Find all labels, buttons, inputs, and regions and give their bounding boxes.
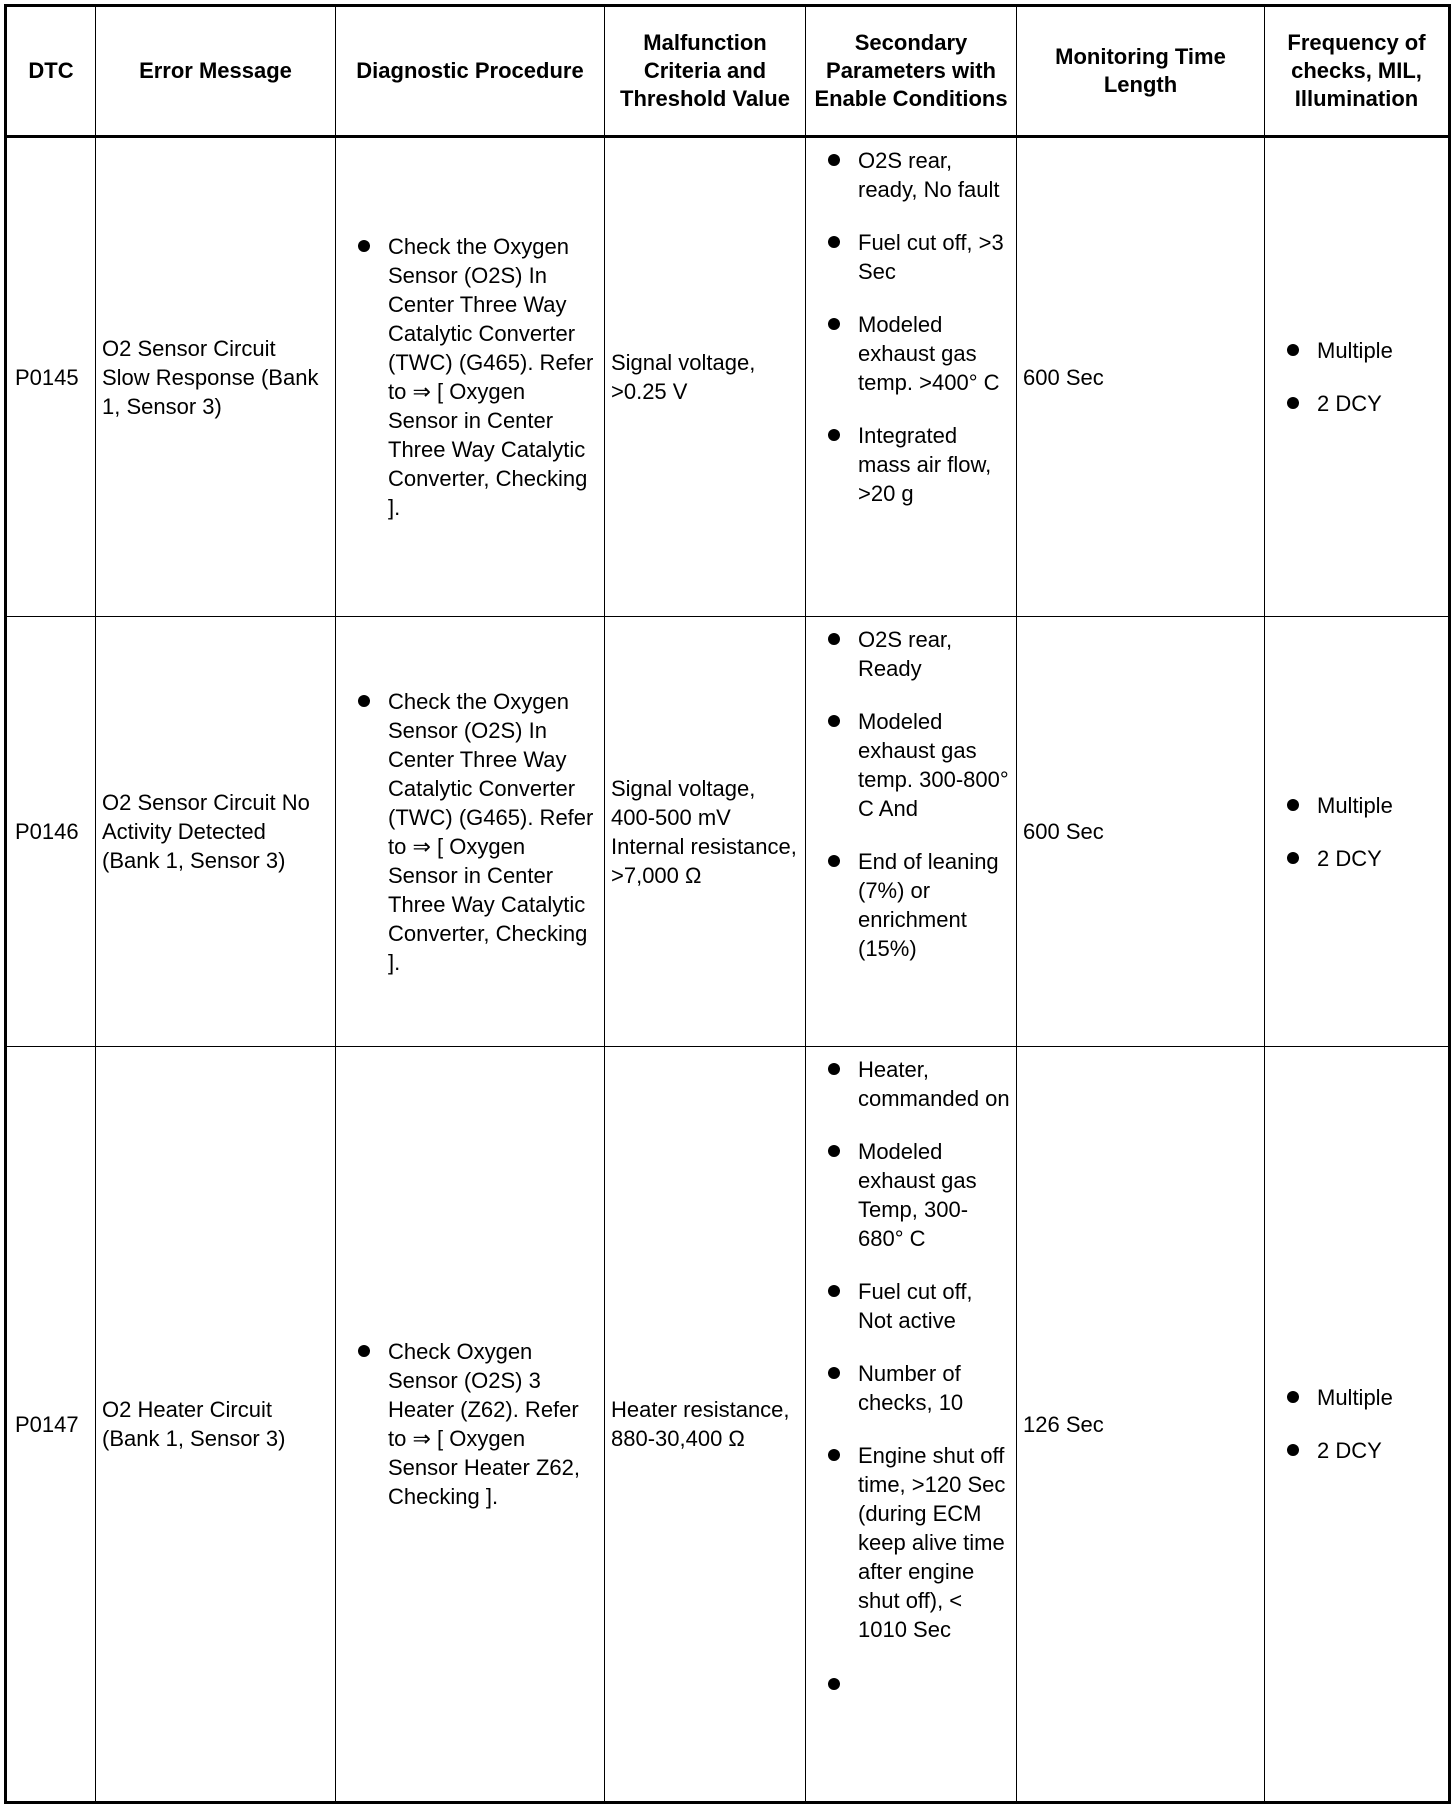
frequency-list — [1271, 336, 1442, 418]
table-body — [6, 137, 1450, 1803]
header-malfunction-criteria: Malfunction Criteria and Threshold Value — [605, 6, 806, 137]
secondary-parameters — [806, 617, 1017, 1047]
bullet-icon — [1287, 344, 1299, 356]
diagnostic-procedure-list — [342, 1337, 598, 1511]
header-row — [6, 6, 1450, 137]
list-item-text: Integrated mass air flow, >20 g — [858, 423, 992, 506]
frequency — [1265, 1047, 1450, 1803]
list-item-text: 2 DCY — [1317, 1438, 1382, 1463]
list-item — [812, 1668, 1010, 1697]
bullet-icon — [828, 715, 840, 727]
list-item-text: Number of checks, 10 — [858, 1361, 964, 1415]
list-item — [1271, 791, 1442, 820]
bullet-icon — [828, 1449, 840, 1461]
dtc-code: P0146 — [6, 617, 96, 1047]
header-frequency: Frequency of checks, MIL, Illumination — [1265, 6, 1450, 137]
header-dtc: DTC — [6, 6, 96, 137]
malfunction-criteria: Heater resistance, 880-30,400 Ω — [605, 1047, 806, 1803]
monitoring-time: 600 Sec — [1017, 137, 1265, 617]
list-item — [812, 1137, 1010, 1253]
list-item-text: Modeled exhaust gas temp. >400° C — [858, 312, 1000, 395]
list-item — [1271, 336, 1442, 365]
frequency-list — [1271, 1383, 1442, 1465]
bullet-icon — [828, 855, 840, 867]
error-message: O2 Sensor Circuit Slow Response (Bank 1, Sensor 3) — [96, 137, 336, 617]
list-item — [812, 1055, 1010, 1113]
table-header — [6, 6, 1450, 137]
bullet-icon — [1287, 1391, 1299, 1403]
bullet-icon — [828, 1063, 840, 1075]
frequency — [1265, 617, 1450, 1047]
list-item — [812, 1359, 1010, 1417]
frequency-list — [1271, 791, 1442, 873]
bullet-icon — [828, 1145, 840, 1157]
table-row — [6, 137, 1450, 617]
list-item — [812, 847, 1010, 963]
bullet-icon — [1287, 1444, 1299, 1456]
monitoring-time: 600 Sec — [1017, 617, 1265, 1047]
list-item-text: Engine shut off time, >120 Sec (during ECM keep alive time after engine shut off), < 1010 Sec — [858, 1443, 1006, 1642]
diagnostic-procedure — [336, 1047, 605, 1803]
secondary-parameters — [806, 1047, 1017, 1803]
list-item-text: O2S rear, Ready — [858, 627, 953, 681]
secondary-parameters-list — [812, 625, 1010, 963]
error-message: O2 Heater Circuit (Bank 1, Sensor 3) — [96, 1047, 336, 1803]
list-item-text: End of leaning (7%) or enrichment (15%) — [858, 849, 999, 961]
list-item — [342, 687, 598, 977]
list-item-text: 2 DCY — [1317, 845, 1382, 871]
list-item — [812, 228, 1010, 286]
secondary-parameters-list — [812, 1055, 1010, 1697]
list-item — [1271, 844, 1442, 873]
list-item — [1271, 1383, 1442, 1412]
monitoring-time: 126 Sec — [1017, 1047, 1265, 1803]
bullet-icon — [828, 429, 840, 441]
list-item-text: Check the Oxygen Sensor (O2S) In Center Three Way Catalytic Converter (TWC) (G465). Refer to ⇒ [ Oxygen Sensor in Center Three Way Catalytic Converter, Checking ]. — [388, 688, 594, 975]
bullet-icon — [358, 695, 370, 707]
list-item — [812, 1277, 1010, 1335]
list-item — [812, 625, 1010, 683]
bullet-icon — [358, 240, 370, 252]
list-item-text: Multiple — [1317, 338, 1393, 363]
header-secondary-parameters: Secondary Parameters with Enable Conditions — [806, 6, 1017, 137]
malfunction-criteria: Signal voltage, 400-500 mV Internal resistance, >7,000 Ω — [605, 617, 806, 1047]
dtc-code: P0145 — [6, 137, 96, 617]
list-item — [812, 707, 1010, 823]
secondary-parameters-list — [812, 146, 1010, 508]
list-item-text: O2S rear, ready, No fault — [858, 148, 1000, 202]
bullet-icon — [828, 1367, 840, 1379]
diagnostic-procedure — [336, 137, 605, 617]
frequency — [1265, 137, 1450, 617]
diagnostic-procedure-list — [342, 687, 598, 977]
bullet-icon — [1287, 852, 1299, 864]
list-item — [1271, 1436, 1442, 1465]
bullet-icon — [1287, 397, 1299, 409]
list-item-text: Heater, commanded on — [858, 1057, 1010, 1111]
list-item — [342, 232, 598, 522]
list-item — [1271, 389, 1442, 418]
dtc-table — [4, 4, 1451, 1804]
error-message: O2 Sensor Circuit No Activity Detected (Bank 1, Sensor 3) — [96, 617, 336, 1047]
header-error-message: Error Message — [96, 6, 336, 137]
list-item — [812, 421, 1010, 508]
bullet-icon — [828, 1678, 840, 1690]
list-item — [812, 1441, 1010, 1644]
dtc-code: P0147 — [6, 1047, 96, 1803]
list-item-text: Multiple — [1317, 1385, 1393, 1410]
diagnostic-procedure — [336, 617, 605, 1047]
header-monitoring-time: Monitoring Time Length — [1017, 6, 1265, 137]
list-item — [812, 146, 1010, 204]
list-item-text: Modeled exhaust gas temp. 300-800° C And — [858, 709, 1009, 821]
bullet-icon — [828, 1285, 840, 1297]
list-item-text: Fuel cut off, >3 Sec — [858, 230, 1004, 284]
list-item-text: Modeled exhaust gas Temp, 300-680° C — [858, 1139, 977, 1251]
list-item-text: Check the Oxygen Sensor (O2S) In Center Three Way Catalytic Converter (TWC) (G465). Refer to ⇒ [ Oxygen Sensor in Center Three Way Catalytic Converter, Checking ]. — [388, 234, 594, 520]
diagnostic-procedure-list — [342, 232, 598, 522]
bullet-icon — [358, 1345, 370, 1357]
malfunction-criteria: Signal voltage, >0.25 V — [605, 137, 806, 617]
bullet-icon — [828, 318, 840, 330]
list-item-text: Check Oxygen Sensor (O2S) 3 Heater (Z62). Refer to ⇒ [ Oxygen Sensor Heater Z62, Checking ]. — [388, 1339, 580, 1509]
header-diagnostic-procedure: Diagnostic Procedure — [336, 6, 605, 137]
list-item — [342, 1337, 598, 1511]
bullet-icon — [828, 154, 840, 166]
bullet-icon — [1287, 799, 1299, 811]
list-item — [812, 310, 1010, 397]
bullet-icon — [828, 236, 840, 248]
list-item-text: 2 DCY — [1317, 391, 1382, 416]
dtc-table-container — [4, 4, 1451, 1804]
list-item-text: Fuel cut off, Not active — [858, 1279, 973, 1333]
table-row — [6, 617, 1450, 1047]
secondary-parameters — [806, 137, 1017, 617]
table-row — [6, 1047, 1450, 1803]
bullet-icon — [828, 633, 840, 645]
list-item-text: Multiple — [1317, 792, 1393, 818]
